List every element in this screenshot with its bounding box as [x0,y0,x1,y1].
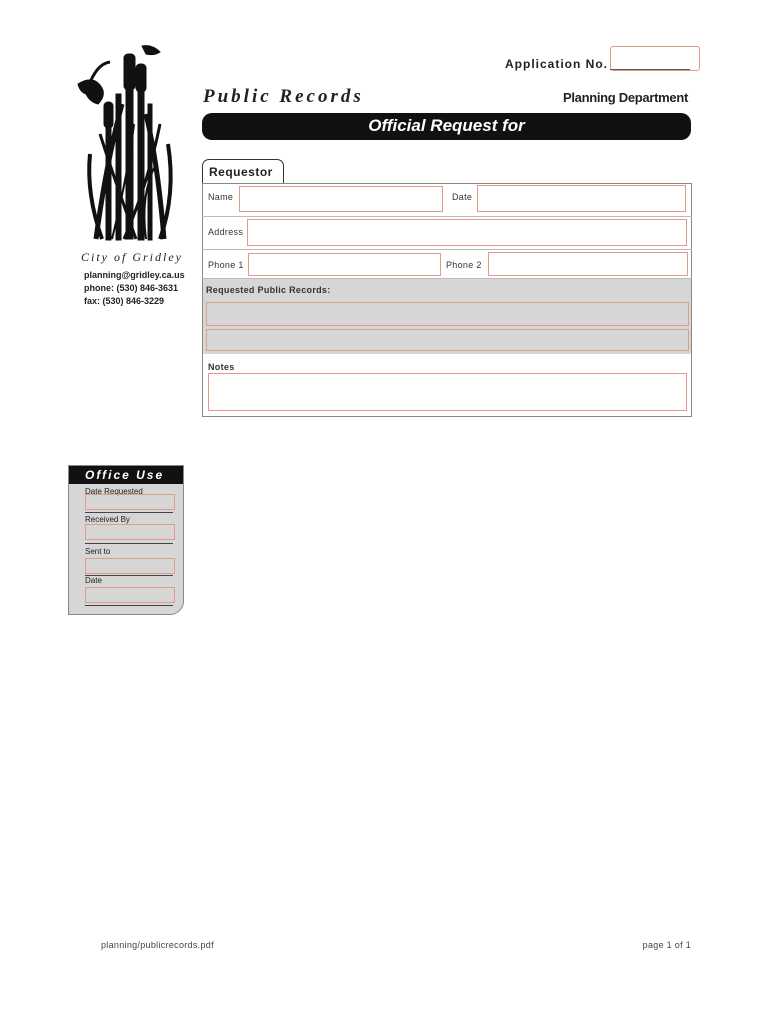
address-label: Address [208,227,244,237]
requested-records-field-1[interactable] [206,302,689,326]
application-no-underline [610,69,690,70]
footer-filename: planning/publicrecords.pdf [101,940,214,950]
contact-fax: fax: (530) 846-3229 [84,296,165,306]
office-sent-to-field[interactable] [85,558,175,574]
notes-field[interactable] [208,373,687,411]
page-title: Public Records [203,86,364,107]
footer-page-number: page 1 of 1 [642,940,691,950]
requestor-tab-label: Requestor [209,165,273,179]
contact-phone: phone: (530) 846-3631 [84,283,179,293]
phone2-label: Phone 2 [446,260,482,270]
office-date-field[interactable] [85,587,175,603]
application-no-field[interactable] [610,46,700,71]
department-name: Planning Department [562,90,688,105]
office-date-requested-field[interactable] [85,494,175,510]
address-field[interactable] [247,219,687,246]
city-logo-cattails-icon [76,44,188,244]
requested-records-label: Requested Public Records: [206,285,331,295]
office-use-panel [68,465,184,615]
office-received-by-field[interactable] [85,524,175,540]
office-underline [85,512,173,513]
office-date-requested-label: Date Requested [85,487,143,496]
date-field[interactable] [477,185,686,212]
phone1-field[interactable] [248,253,441,276]
requestor-tab [202,159,284,184]
name-label: Name [208,192,234,202]
phone2-field[interactable] [488,252,688,276]
city-name: City of Gridley [81,250,183,264]
title-banner [202,113,691,140]
office-underline [85,543,173,544]
notes-label: Notes [208,362,235,372]
office-use-header [69,466,183,484]
office-received-by-label: Received By [85,515,130,524]
row-divider [202,249,692,250]
application-no-label: Application No. [505,57,608,71]
office-underline [85,605,173,606]
office-date-label: Date [85,576,102,585]
date-label: Date [452,192,473,202]
requested-records-field-2[interactable] [206,329,689,351]
contact-email[interactable]: planning@gridley.ca.us [84,270,185,280]
office-sent-to-label: Sent to [85,547,111,556]
row-divider [202,216,692,217]
phone1-label: Phone 1 [208,260,244,270]
office-use-title: Office Use [85,468,165,482]
banner-text: Official Request for [368,116,525,135]
name-field[interactable] [239,186,443,212]
